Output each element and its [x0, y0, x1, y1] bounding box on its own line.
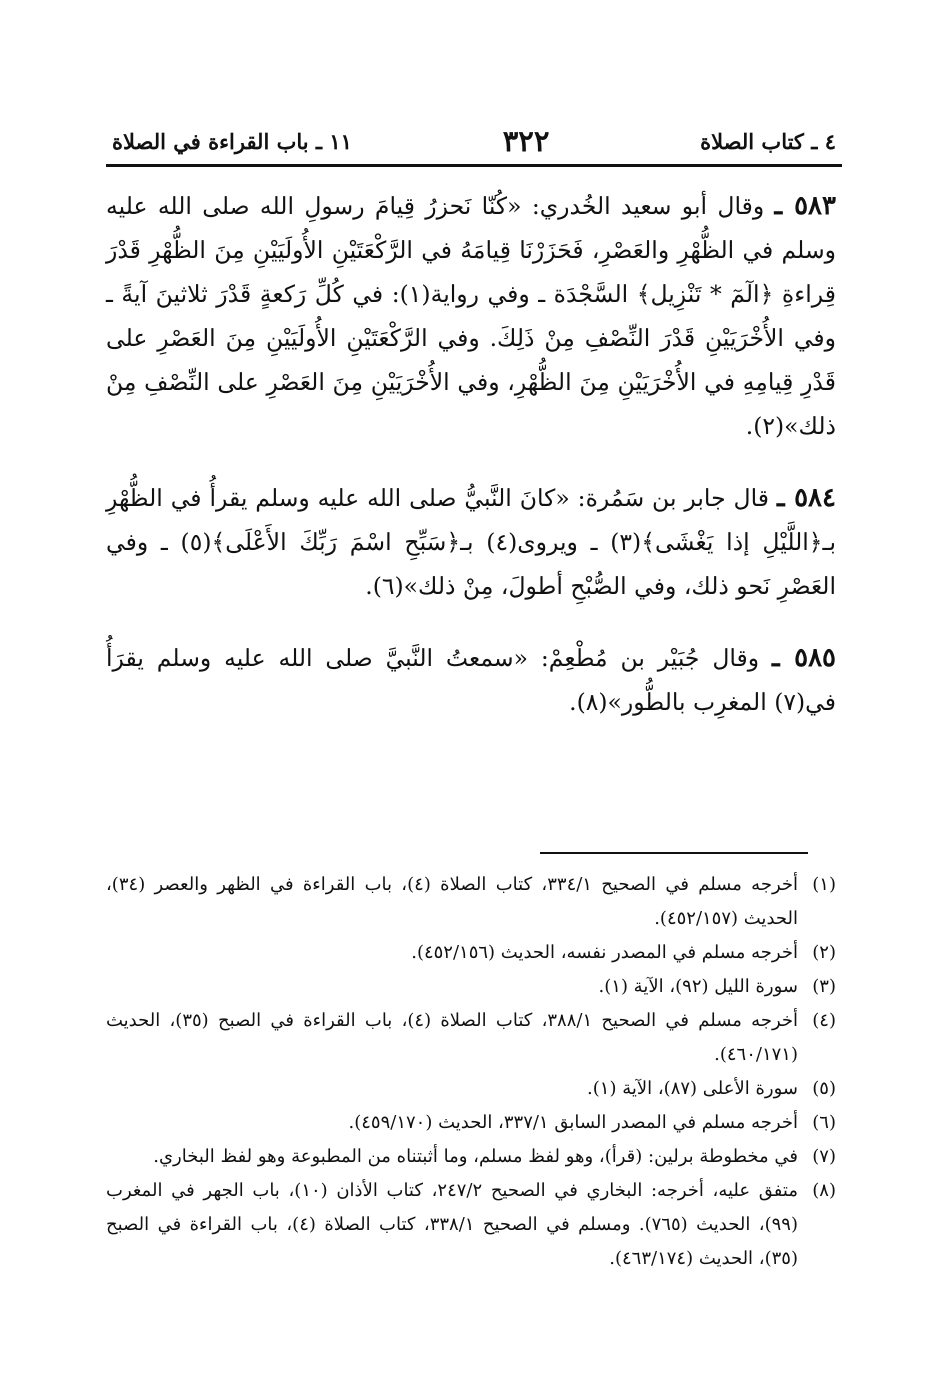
footnote-number: (٤): [812, 1010, 836, 1031]
hadith-number: ٥٨٤ ـ: [776, 483, 836, 513]
footnote-text: في مخطوطة برلين: (قرأ)، وهو لفظ مسلم، وما أثبتناه من المطبوعة وهو لفظ البخاري.: [153, 1146, 798, 1167]
header-section-title: ١١ ـ باب القراءة في الصلاة: [112, 128, 352, 154]
hadith-paragraph: [106, 184, 836, 448]
footnote: [106, 1140, 836, 1174]
footnote-text: سورة الليل (٩٢)، الآية (١).: [598, 976, 798, 997]
main-text: [106, 184, 836, 752]
footnote-text: أخرجه مسلم في الصحيح ٣٨٨/١، كتاب الصلاة (٤)، باب القراءة في الصبح (٣٥)، الحديث (٤٦٠/١٧١).: [106, 1010, 799, 1065]
footnote-number: (٢): [812, 942, 836, 963]
hadith-number: ٥٨٣ ـ: [774, 191, 836, 221]
footnote-text: متفق عليه، أخرجه: البخاري في الصحيح ٢٤٧/٢، كتاب الأذان (١٠)، باب الجهر في المغرب (٩٩)، الحديث (٧٦٥). ومسلم في الصحيح ٣٣٨/١، كتاب الصلاة (٤)، باب القراءة في الصبح (٣٥)، الحديث (٤٦٣/١٧٤).: [106, 1180, 798, 1269]
hadith-paragraph: [106, 476, 836, 608]
footnote-number: (٨): [812, 1180, 836, 1201]
header-divider: [106, 164, 842, 167]
footnote-number: (٦): [812, 1112, 836, 1133]
hadith-number: ٥٨٥ ـ: [772, 643, 837, 673]
hadith-text: وقال أبو سعيد الخُدري: «كُنّا نَحزرُ قِيامَ رسولِ الله صلى الله عليه وسلم في الظُّهْرِ والعَصْرِ، فَحَزَرْنَا قِيامَهُ في الرَّكْعَتَيْنِ الأُولَيَيْنِ مِنَ الظُّهْرِ قَدْرَ قِراءةِ ﴿الٓمٓ * تَنْزِيل﴾ السَّجْدَة ـ وفي رواية(١): في كُلِّ رَكعةٍ قَدْرَ ثلاثينَ آيةً ـ وفي الأُخْرَيَيْنِ قَدْرَ النِّصْفِ مِنْ ذَلِكَ. وفي الرَّكْعَتَيْنِ الأُولَيَيْنِ مِنَ العَصْرِ على قَدْرِ قِيامِهِ في الأُخْرَيَيْنِ مِنَ الظُّهْرِ، وفي الأُخْرَيَيْنِ مِنَ العَصْرِ على النِّصْفِ مِنْ ذلك»(٢).: [106, 192, 836, 440]
footnote-number: (٧): [812, 1146, 836, 1167]
footnote-number: (٣): [812, 976, 836, 997]
footnote-number: (١): [812, 874, 836, 895]
footnote: [106, 1072, 836, 1106]
page-number: ٣٢٢: [502, 124, 550, 158]
hadith-paragraph: [106, 636, 836, 724]
hadith-text: قال جابر بن سَمُرة: «كانَ النَّبيُّ صلى الله عليه وسلم يقرأُ في الظُّهْرِ بـ﴿اللَّيْلِ إذا يَغْشَى﴾(٣) ـ ويروى(٤) بـ﴿سَبِّحِ اسْمَ رَبِّكَ الأَعْلَى﴾(٥) ـ وفي العَصْرِ نَحو ذلك، وفي الصُّبْحِ أطولَ، مِنْ ذلك»(٦).: [106, 484, 836, 600]
running-header: [112, 118, 836, 164]
footnote: [106, 1004, 836, 1072]
footnote-text: أخرجه مسلم في المصدر نفسه، الحديث (٤٥٢/١٥٦).: [411, 942, 798, 963]
footnote-divider: [540, 852, 808, 854]
footnote-text: سورة الأعلى (٨٧)، الآية (١).: [587, 1078, 798, 1099]
footnotes: [106, 868, 836, 1276]
footnote: [106, 970, 836, 1004]
footnote: [106, 1174, 836, 1276]
footnote: [106, 1106, 836, 1140]
hadith-text: وقال جُبَيْر بن مُطْعِمْ: «سمعتُ النَّبيَّ صلى الله عليه وسلم يقرَأُ في(٧) المغرِب بالطُّور»(٨).: [106, 644, 836, 716]
footnote: [106, 868, 836, 936]
footnote-text: أخرجه مسلم في الصحيح ٣٣٤/١، كتاب الصلاة (٤)، باب القراءة في الظهر والعصر (٣٤)، الحديث (٤٥٢/١٥٧).: [106, 874, 799, 929]
footnote-text: أخرجه مسلم في المصدر السابق ٣٣٧/١، الحديث (٤٥٩/١٧٠).: [348, 1112, 798, 1133]
header-chapter-title: ٤ ـ كتاب الصلاة: [700, 128, 836, 154]
footnote-number: (٥): [812, 1078, 836, 1099]
footnote: [106, 936, 836, 970]
